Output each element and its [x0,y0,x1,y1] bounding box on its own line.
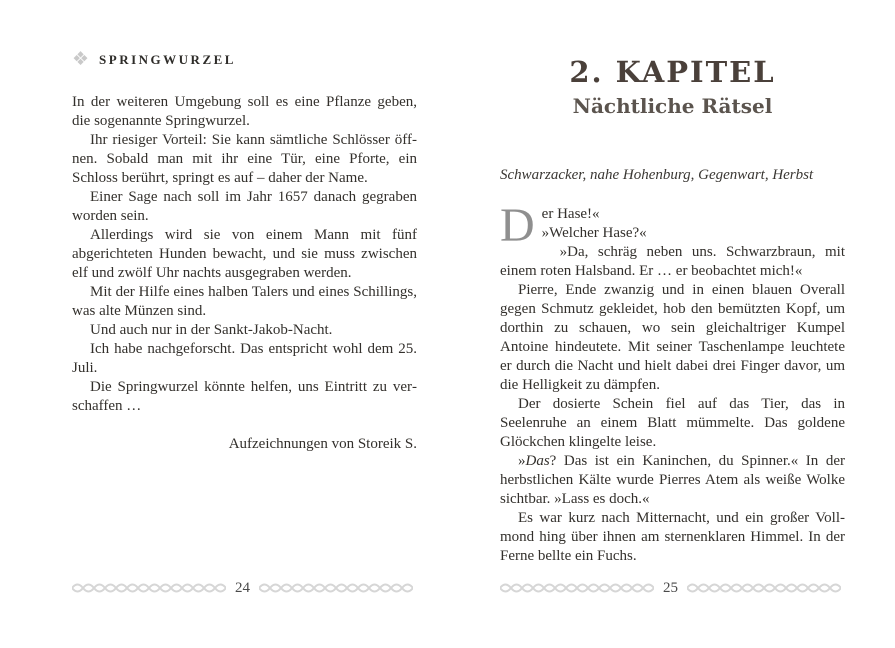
right-page [500,50,845,566]
paragraph: In der weiteren Umgebung soll es eine Pflanze geben, die sogenannte Springwurzel. [72,94,417,129]
paragraph: Allerdings wird sie von einem Mann mit fünf abgerichteten Hunden bewacht, und sie muss zwischen elf und zwölf Uhr nachts ausgegraben werden. [72,227,417,281]
paragraph: Der dosierte Schein fiel auf das Tier, das in Seelenruhe an einem Blatt mümmelte. Das goldene Glöckchen klingelte leise. [500,396,845,450]
paragraph: Und auch nur in der Sankt-Jakob-Nacht. [90,322,333,338]
paragraph: Es war kurz nach Mitternacht, und ein großer Vollmond hing über ihnen am sternenklaren Himmel. In der Ferne bellte ein Fuchs. [500,510,845,564]
page-number-left: 24 [235,579,250,596]
paragraph: »Da, schräg neben uns. Schwarzbraun, mit einem roten Halsband. Er … er beobachtet mich!« [500,244,845,279]
paragraph: Einer Sage nach soll im Jahr 1657 danach gegraben worden sein. [72,189,417,224]
opening-line-2: »Welcher Hase?« [541,225,647,241]
dialog-paragraph [500,452,845,509]
left-page [72,50,417,454]
braid-ornament [687,581,841,595]
paragraph: Ich habe nachgeforscht. Das entspricht wohl dem 25. Juli. [72,341,417,376]
opening-line-1: er Hase!« [541,206,600,222]
dialog-emphasis: Das [525,453,550,469]
running-head-label: SPRINGWURZEL [99,51,236,67]
paragraph: Pierre, Ende zwanzig und in einen blauen Overall gegen Schmutz gekleidet, hob den bemützten Kopf, um dorthin zu schauen, wo sein gleichaltriger Kumpel Antoine hindeutete. Mit seiner Taschenlampe leuchtete er durch die Nacht und hielt dabei drei Finger davor, um die Helligkeit zu dämpfen. [500,282,845,393]
right-page-footer [500,578,845,598]
opening-paragraph [500,199,845,252]
braid-ornament [72,581,226,595]
ornament-icon: ❖ [72,48,90,70]
scene-line: Schwarzacker, nahe Hohenburg, Gegenwart, Herbst [500,167,814,183]
chapter-head [500,56,845,118]
page-number-right: 25 [663,579,678,596]
left-page-footer [72,578,417,598]
braid-ornament [259,581,413,595]
paragraph: Die Springwurzel könnte helfen, uns Eintritt zu verschaffen … [72,379,417,414]
chapter-title: Nächtliche Rätsel [572,94,773,118]
paragraph: Ihr riesiger Vorteil: Sie kann sämtliche Schlösser öffnen. Sobald man mit ihr eine Tür, eine Pforte, ein Schloss berührt, springt es auf – daher der Name. [72,132,417,186]
chapter-number: 2. KAPITEL [569,55,776,89]
attribution: Aufzeichnungen von Storeik S. [228,436,417,452]
paragraph: Mit der Hilfe eines halben Talers und eines Schillings, was alte Münzen sind. [72,284,417,319]
dialog-pre: » [518,453,526,469]
dropcap: D [500,199,535,252]
braid-ornament [500,581,654,595]
running-head [72,50,417,69]
dialog-post: ? Das ist ein Kaninchen, du Spinner.« In der herbstlichen Kälte wurde Pierres Atem als weiße Wolke sichtbar. »Lass es doch.« [500,453,845,507]
